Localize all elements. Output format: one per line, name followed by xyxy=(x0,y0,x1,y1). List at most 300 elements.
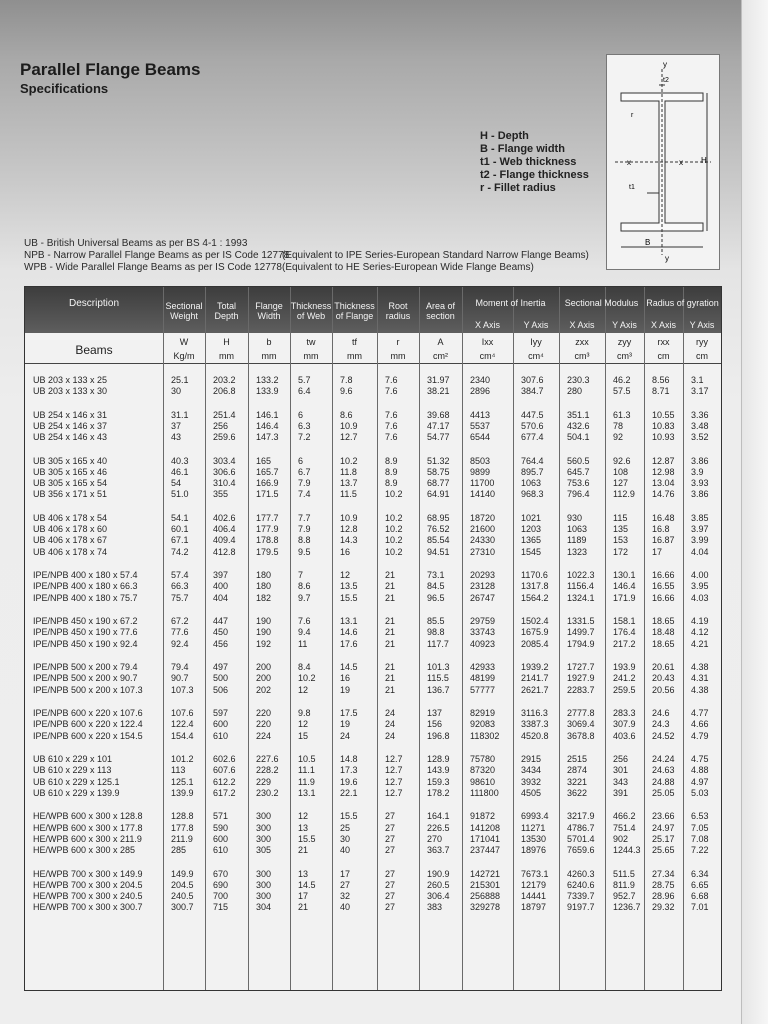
table-cell: 500 xyxy=(213,673,229,684)
table-cell: 87320 xyxy=(470,765,496,776)
table-cell: 3678.8 xyxy=(567,730,595,741)
table-cell: 351.1 xyxy=(567,409,590,420)
row-description: HE/WPB 700 x 300 x 149.9 xyxy=(33,868,143,879)
row-description: IPE/NPB 450 x 190 x 77.6 xyxy=(33,627,138,638)
row-description: UB 610 x 229 x 113 xyxy=(33,765,112,776)
table-cell: 7.22 xyxy=(691,845,709,855)
table-cell: 51.32 xyxy=(427,455,450,466)
symbol-12: ryy xyxy=(696,337,708,347)
table-cell: 4.38 xyxy=(691,684,709,695)
column-divider xyxy=(290,287,291,990)
table-cell: 10.2 xyxy=(340,455,358,466)
table-cell: 156 xyxy=(427,719,443,730)
row-description: IPE/NPB 600 x 220 x 107.6 xyxy=(33,708,143,719)
table-cell: 1063 xyxy=(521,478,542,489)
table-cell: 107.6 xyxy=(171,708,194,719)
table-cell: 128.9 xyxy=(427,754,450,765)
table-cell: 24.52 xyxy=(652,730,675,741)
table-cell: 82919 xyxy=(470,708,496,719)
table-cell: 73.1 xyxy=(427,570,445,581)
table-cell: 8503 xyxy=(470,455,491,466)
table-cell: 560.5 xyxy=(567,455,590,466)
unit-2: mm xyxy=(261,351,277,361)
table-cell: 228.2 xyxy=(256,765,279,776)
table-cell: 113 xyxy=(171,765,186,776)
table-cell: 18.65 xyxy=(652,638,675,649)
table-cell: 27 xyxy=(385,902,396,913)
table-cell: 26747 xyxy=(470,592,496,603)
table-cell: 12.87 xyxy=(652,455,675,466)
table-cell: 77.6 xyxy=(171,627,189,638)
table-cell: 12 xyxy=(298,719,309,730)
table-cell: 6.7 xyxy=(298,467,311,477)
header-col-1: Total Depth xyxy=(214,301,239,321)
table-cell: 13 xyxy=(298,822,309,833)
header-col-3: Thickness of Web xyxy=(290,301,332,321)
table-cell: 7.6 xyxy=(385,386,398,397)
table-cell: 700 xyxy=(213,891,229,901)
table-cell: 4786.7 xyxy=(567,822,595,833)
table-cell: 383 xyxy=(427,902,443,913)
table-cell: 11 xyxy=(298,638,308,649)
legend-item-fillet-radius: r - Fillet radius xyxy=(480,182,556,194)
table-cell: 230.2 xyxy=(256,787,279,798)
table-cell: 43 xyxy=(171,432,182,443)
table-cell: 24.3 xyxy=(652,719,670,730)
table-cell: 217.2 xyxy=(613,638,636,649)
table-cell: 68.95 xyxy=(427,513,450,523)
table-cell: 811.9 xyxy=(613,879,635,890)
table-cell: 406.4 xyxy=(213,524,236,535)
table-cell: 171041 xyxy=(470,833,501,844)
table-cell: 9197.7 xyxy=(567,902,595,913)
table-cell: 40.3 xyxy=(171,455,189,466)
table-cell: 142721 xyxy=(470,868,501,879)
table-cell: 5.7 xyxy=(298,375,311,385)
table-cell: 28.75 xyxy=(652,879,675,890)
table-cell: 23.66 xyxy=(652,811,675,822)
page-title: Parallel Flange Beams xyxy=(20,60,201,79)
table-cell: 24.6 xyxy=(652,708,670,719)
symbol-0: W xyxy=(179,337,189,347)
table-cell: 3434 xyxy=(521,765,542,776)
table-cell: 21 xyxy=(385,662,396,673)
table-cell: 450 xyxy=(213,627,229,638)
symbol-2: b xyxy=(266,337,272,347)
row-description: IPE/NPB 500 x 200 x 79.4 xyxy=(33,662,138,673)
table-cell: 241.2 xyxy=(613,673,636,684)
table-cell: 27 xyxy=(340,879,351,890)
table-cell: 304 xyxy=(256,902,272,913)
table-cell: 154.4 xyxy=(171,730,194,741)
table-cell: 215301 xyxy=(470,879,501,890)
table-cell: 74.2 xyxy=(171,546,189,557)
table-cell: 143.9 xyxy=(427,765,450,776)
table-cell: 1323 xyxy=(567,546,588,557)
table-cell: 968.3 xyxy=(521,489,544,500)
table-cell: 75.7 xyxy=(171,592,189,603)
table-cell: 27 xyxy=(385,822,396,833)
unit-5: mm xyxy=(390,351,406,361)
table-cell: 25.05 xyxy=(652,787,675,798)
table-cell: 101.3 xyxy=(427,662,450,673)
table-cell: 2896 xyxy=(470,386,491,397)
table-cell: 7.6 xyxy=(385,432,398,443)
table-cell: 15.5 xyxy=(340,592,358,603)
dimension-legend xyxy=(480,130,589,195)
table-cell: 5.03 xyxy=(691,787,709,798)
row-description: IPE/NPB 500 x 200 x 90.7 xyxy=(33,673,138,684)
table-cell: 112.9 xyxy=(613,489,635,500)
table-cell: 17.3 xyxy=(340,765,358,776)
table-cell: 230.3 xyxy=(567,375,590,385)
table-cell: 37 xyxy=(171,421,182,431)
symbol-10: zyy xyxy=(617,337,632,347)
row-description: IPE/NPB 400 x 180 x 75.7 xyxy=(33,592,138,603)
table-cell: 96.5 xyxy=(427,592,445,603)
table-cell: 78 xyxy=(613,421,624,431)
table-cell: 3932 xyxy=(521,776,542,787)
table-cell: 27 xyxy=(385,879,396,890)
diagram-label-y-bottom: y xyxy=(665,254,669,263)
table-cell: 211.9 xyxy=(171,833,193,844)
table-cell: 92 xyxy=(613,432,624,443)
table-cell: 3387.3 xyxy=(521,719,549,730)
table-cell: 14.76 xyxy=(652,489,675,500)
table-cell: 1365 xyxy=(521,535,542,546)
row-description: UB 406 x 178 x 74 xyxy=(33,546,108,557)
row-description: HE/WPB 700 x 300 x 204.5 xyxy=(33,879,143,890)
table-cell: 40 xyxy=(340,902,351,913)
table-cell: 12.7 xyxy=(385,765,403,776)
table-cell: 66.3 xyxy=(171,581,189,592)
unit-0: Kg/m xyxy=(173,351,195,361)
table-cell: 146.4 xyxy=(613,581,636,592)
header-col-2: Flange Width xyxy=(255,301,283,321)
table-cell: 54.1 xyxy=(171,513,189,523)
table-cell: 13.7 xyxy=(340,478,358,489)
i-beam-drawing xyxy=(607,55,719,269)
table-cell: 1794.9 xyxy=(567,638,595,649)
table-cell: 1675.9 xyxy=(521,627,549,638)
table-cell: 165.7 xyxy=(256,467,279,477)
table-cell: 98610 xyxy=(470,776,496,787)
table-cell: 17.6 xyxy=(340,638,358,649)
table-cell: 602.6 xyxy=(213,754,236,765)
table-cell: 4413 xyxy=(470,409,491,420)
legend-item-depth: H - Depth xyxy=(480,130,529,142)
table-cell: 25.1 xyxy=(171,375,189,385)
unit-6: cm² xyxy=(433,351,448,361)
table-cell: 32 xyxy=(340,891,351,901)
table-cell: 7.6 xyxy=(385,421,398,431)
table-cell: 10.2 xyxy=(385,535,403,546)
header-col-5: Root radius xyxy=(385,301,411,321)
table-cell: 3.99 xyxy=(691,535,709,546)
row-description: IPE/NPB 500 x 200 x 107.3 xyxy=(33,684,143,695)
table-cell: 136.7 xyxy=(427,684,450,695)
table-cell: 7.08 xyxy=(691,833,709,844)
table-cell: 8.71 xyxy=(652,386,670,397)
table-cell: 7.2 xyxy=(298,432,311,443)
table-cell: 3.95 xyxy=(691,581,709,592)
table-cell: 10.2 xyxy=(385,524,403,535)
table-cell: 2085.4 xyxy=(521,638,549,649)
table-cell: 92083 xyxy=(470,719,496,730)
table-cell: 16.66 xyxy=(652,570,675,581)
table-cell: 12.7 xyxy=(385,787,403,798)
table-cell: 12.8 xyxy=(340,524,358,535)
table-cell: 149.9 xyxy=(171,868,194,879)
table-cell: 20.56 xyxy=(652,684,675,695)
table-cell: 5701.4 xyxy=(567,833,595,844)
table-cell: 391 xyxy=(613,787,629,798)
header-axis-4: X Axis xyxy=(650,320,676,330)
table-cell: 4.79 xyxy=(691,730,709,741)
table-cell: 7.7 xyxy=(298,513,311,523)
table-cell: 9899 xyxy=(470,467,491,477)
column-divider xyxy=(419,287,420,990)
table-cell: 504.1 xyxy=(567,432,590,443)
table-cell: 25.17 xyxy=(652,833,675,844)
table-cell: 16 xyxy=(340,546,351,557)
table-cell: 12.7 xyxy=(340,432,358,443)
table-cell: 7.6 xyxy=(385,409,398,420)
table-cell: 76.52 xyxy=(427,524,450,535)
table-cell: 61.3 xyxy=(613,409,631,420)
table-cell: 363.7 xyxy=(427,845,450,855)
table-cell: 310.4 xyxy=(213,478,236,489)
table-cell: 16 xyxy=(340,673,351,684)
table-cell: 31.97 xyxy=(427,375,450,385)
table-cell: 25 xyxy=(340,822,351,833)
table-cell: 3.17 xyxy=(691,386,709,397)
header-col-4: Thickness of Flange xyxy=(334,301,375,321)
table-cell: 21600 xyxy=(470,524,496,535)
table-cell: 300 xyxy=(256,822,272,833)
column-divider xyxy=(163,287,164,990)
table-cell: 11700 xyxy=(470,478,495,489)
table-cell: 21 xyxy=(298,902,309,913)
table-cell: 497 xyxy=(213,662,229,673)
row-description: UB 254 x 146 x 43 xyxy=(33,432,108,443)
table-cell: 29.32 xyxy=(652,902,675,913)
table-cell: 384.7 xyxy=(521,386,544,397)
table-cell: 85.54 xyxy=(427,535,450,546)
table-cell: 6.3 xyxy=(298,421,311,431)
table-cell: 30 xyxy=(340,833,351,844)
diagram-label-r: r xyxy=(631,112,634,119)
diagram-label-x-right: x xyxy=(679,158,683,167)
table-cell: 1499.7 xyxy=(567,627,595,638)
unit-7: cm⁴ xyxy=(479,351,496,361)
table-cell: 24.97 xyxy=(652,822,675,833)
table-cell: 17.5 xyxy=(340,708,358,719)
table-cell: 306.6 xyxy=(213,467,236,477)
row-description: UB 254 x 146 x 37 xyxy=(33,421,108,431)
table-cell: 133.9 xyxy=(256,386,279,397)
table-cell: 5537 xyxy=(470,421,491,431)
row-description: UB 406 x 178 x 67 xyxy=(33,535,108,546)
row-description: HE/WPB 600 x 300 x 128.8 xyxy=(33,811,143,822)
table-cell: 220 xyxy=(256,719,272,730)
unit-11: cm xyxy=(657,351,670,361)
table-cell: 13.1 xyxy=(298,787,316,798)
table-cell: 200 xyxy=(256,673,272,684)
table-cell: 226.5 xyxy=(427,822,450,833)
table-cell: 21 xyxy=(385,616,396,627)
table-cell: 10.9 xyxy=(340,513,358,523)
table-cell: 600 xyxy=(213,719,229,730)
table-cell: 24 xyxy=(385,719,396,730)
table-cell: 192 xyxy=(256,638,272,649)
table-cell: 98.8 xyxy=(427,627,445,638)
table-cell: 101.2 xyxy=(171,754,194,765)
row-description: HE/WPB 700 x 300 x 300.7 xyxy=(33,902,143,913)
table-cell: 447.5 xyxy=(521,409,544,420)
table-cell: 79.4 xyxy=(171,662,189,673)
table-cell: 177.7 xyxy=(256,513,279,523)
table-cell: 7.05 xyxy=(691,822,709,833)
header-group-1: Sectional Modulus xyxy=(564,298,639,308)
table-cell: 1939.2 xyxy=(521,662,549,673)
unit-1: mm xyxy=(219,351,234,361)
table-cell: 260.5 xyxy=(427,879,450,890)
table-cell: 165 xyxy=(256,455,272,466)
table-cell: 178.8 xyxy=(256,535,279,546)
table-cell: 15.5 xyxy=(298,833,316,844)
table-cell: 17 xyxy=(298,891,309,901)
table-cell: 13.04 xyxy=(652,478,675,489)
column-divider xyxy=(605,287,606,990)
table-cell: 11.1 xyxy=(298,765,315,776)
table-cell: 9.4 xyxy=(298,627,311,638)
table-cell: 4.21 xyxy=(691,638,709,649)
table-cell: 10.2 xyxy=(385,489,403,500)
table-cell: 3.85 xyxy=(691,513,709,523)
table-cell: 6.68 xyxy=(691,891,709,901)
table-cell: 227.6 xyxy=(256,754,279,765)
column-divider xyxy=(644,287,645,990)
table-cell: 8.9 xyxy=(385,455,398,466)
table-cell: 24 xyxy=(385,708,396,719)
row-description: HE/WPB 600 x 300 x 211.9 xyxy=(33,833,142,844)
table-cell: 46.2 xyxy=(613,375,631,385)
table-cell: 147.3 xyxy=(256,432,279,443)
table-cell: 16.66 xyxy=(652,592,675,603)
table-cell: 283.3 xyxy=(613,708,636,719)
table-cell: 12.98 xyxy=(652,467,675,477)
table-cell: 204.5 xyxy=(171,879,194,890)
table-cell: 4520.8 xyxy=(521,730,549,741)
table-cell: 307.9 xyxy=(613,719,636,730)
table-cell: 9.8 xyxy=(298,708,311,719)
table-cell: 18797 xyxy=(521,902,547,913)
table-cell: 166.9 xyxy=(256,478,279,489)
table-cell: 171.5 xyxy=(256,489,279,500)
table-cell: 127 xyxy=(613,478,629,489)
table-cell: 24.24 xyxy=(652,754,675,765)
table-cell: 11.9 xyxy=(298,776,315,787)
table-cell: 11.5 xyxy=(340,489,357,500)
table-cell: 4.88 xyxy=(691,765,709,776)
row-description: UB 203 x 133 x 25 xyxy=(33,375,108,385)
table-cell: 16.8 xyxy=(652,524,670,535)
table-cell: 118302 xyxy=(470,730,500,741)
table-cell: 178.2 xyxy=(427,787,450,798)
table-cell: 3.97 xyxy=(691,524,709,535)
table-cell: 20.61 xyxy=(652,662,675,673)
table-cell: 6.53 xyxy=(691,811,709,822)
header-beams: Beams xyxy=(75,343,113,357)
diagram-label-b: B xyxy=(645,238,651,247)
table-cell: 4.04 xyxy=(691,546,709,557)
table-cell: 51.0 xyxy=(171,489,189,500)
table-cell: 10.9 xyxy=(340,421,358,431)
table-cell: 7.9 xyxy=(298,478,311,489)
table-cell: 14140 xyxy=(470,489,496,500)
beam-section-diagram xyxy=(606,54,720,270)
table-cell: 10.83 xyxy=(652,421,675,431)
table-cell: 6544 xyxy=(470,432,491,443)
header-col-6: Area of section xyxy=(425,301,456,321)
table-cell: 224 xyxy=(256,730,272,741)
table-cell: 3116.3 xyxy=(521,708,548,719)
table-cell: 39.68 xyxy=(427,409,450,420)
table-cell: 14.5 xyxy=(298,879,316,890)
table-cell: 4505 xyxy=(521,787,542,798)
row-description: IPE/NPB 450 x 190 x 92.4 xyxy=(33,638,138,649)
table-cell: 128.8 xyxy=(171,811,194,822)
table-cell: 3221 xyxy=(567,776,588,787)
table-cell: 329278 xyxy=(470,902,501,913)
table-cell: 60.1 xyxy=(171,524,189,535)
table-cell: 3.36 xyxy=(691,409,709,420)
column-divider xyxy=(462,287,463,990)
diagram-label-h: H xyxy=(701,156,707,165)
table-cell: 27 xyxy=(385,833,396,844)
table-cell: 6 xyxy=(298,409,304,420)
table-cell: 85.5 xyxy=(427,616,445,627)
table-cell: 600 xyxy=(213,833,229,844)
column-divider xyxy=(248,287,249,990)
table-cell: 1156.4 xyxy=(567,581,594,592)
table-cell: 139.9 xyxy=(171,787,194,798)
table-cell: 46.1 xyxy=(171,467,189,477)
legend-item-web-thickness: t1 - Web thickness xyxy=(480,156,577,168)
table-cell: 240.5 xyxy=(171,891,194,901)
table-cell: 135 xyxy=(613,524,629,535)
table-cell: 251.4 xyxy=(213,409,236,420)
row-description: HE/WPB 700 x 300 x 240.5 xyxy=(33,891,143,901)
table-cell: 15 xyxy=(298,730,309,741)
table-cell: 753.6 xyxy=(567,478,590,489)
table-cell: 23128 xyxy=(470,581,496,592)
table-cell: 3.9 xyxy=(691,467,704,477)
row-description: IPE/NPB 400 x 180 x 57.4 xyxy=(33,570,138,581)
symbol-11: rxx xyxy=(657,337,670,347)
table-cell: 180 xyxy=(256,581,272,592)
table-cell: 180 xyxy=(256,570,272,581)
table-cell: 8.6 xyxy=(340,409,353,420)
table-cell: 7673.1 xyxy=(521,868,549,879)
table-cell: 7339.7 xyxy=(567,891,595,901)
table-cell: 10.2 xyxy=(385,546,403,557)
row-description: UB 254 x 146 x 31 xyxy=(33,409,108,420)
table-cell: 610 xyxy=(213,730,229,741)
table-cell: 107.3 xyxy=(171,684,194,695)
symbol-9: zxx xyxy=(575,337,589,347)
